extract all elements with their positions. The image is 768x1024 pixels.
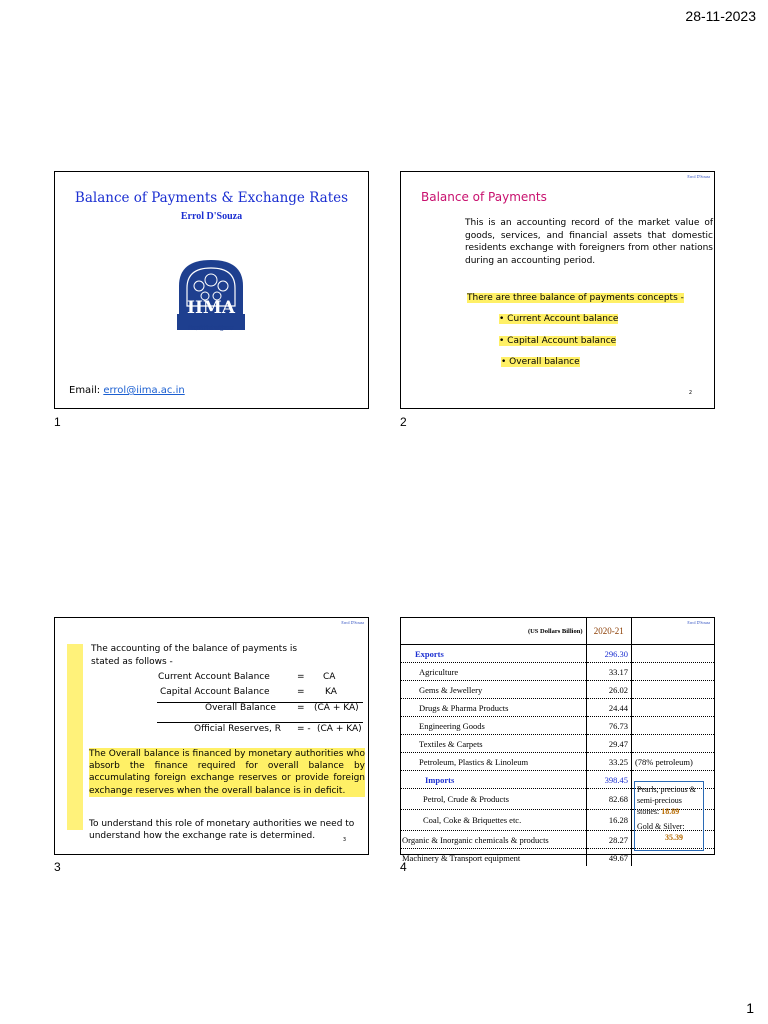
row-value: 33.17: [586, 663, 631, 681]
row-label: Exports: [401, 645, 586, 663]
row-label: Organic & Inorganic chemicals & products: [401, 831, 586, 849]
page-number: 1: [746, 1000, 754, 1016]
eq-capital-value: KA: [325, 687, 337, 697]
print-date: 28-11-2023: [685, 8, 756, 24]
row-note: (78% petroleum): [631, 753, 714, 771]
slide-number-1: 1: [54, 415, 61, 429]
header-label: (US Dollars Billion): [401, 618, 586, 645]
table-row: [401, 663, 714, 681]
eq-reserves-sign: = -: [297, 724, 311, 734]
slide-title: Balance of Payments & Exchange Rates: [74, 190, 349, 206]
slide-number-2: 2: [400, 415, 407, 429]
side-note-value-1: 18.89: [661, 807, 680, 816]
row-label: Imports: [401, 771, 586, 789]
logo-text: IIMA: [187, 298, 235, 318]
definition-text: This is an accounting record of the market value of goods, services, and financial assets that domestic residents exchange with foreigners from other nations during an accounting period.: [465, 218, 713, 266]
author-tag: Errol D'Souza: [687, 620, 710, 625]
side-note-line-2: Gold & Silver:: [637, 822, 685, 831]
slide-1: [54, 171, 369, 409]
row-label: Coal, Coke & Briquettes etc.: [401, 810, 586, 831]
eq-current-sign: =: [297, 672, 305, 682]
intro-line-2: stated as follows -: [91, 657, 173, 667]
header-year: 2020-21: [586, 618, 631, 645]
financing-paragraph: The Overall balance is financed by monetary authorities who absorb the finance required for overall balance by accumulating foreign exchange reserves or provide foreign exchange reserves when the overall balance is in deficit.: [89, 749, 365, 796]
row-label: Gems & Jewellery: [401, 681, 586, 699]
slide-3: [54, 617, 369, 855]
eq-capital-label: Capital Account Balance: [160, 687, 270, 697]
table-header-row: [401, 618, 714, 645]
eq-overall-sign: =: [297, 703, 305, 713]
bullet-capital-account: • Capital Account balance: [499, 336, 617, 346]
side-note-line-1: Pearls, precious & semi-precious stones: 18.89: [637, 785, 696, 816]
row-value: 28.27: [586, 831, 631, 849]
intro-line-1: The accounting of the balance of payments is: [91, 644, 298, 654]
table-row: [401, 645, 714, 663]
table-row: [401, 717, 714, 735]
eq-overall-value: (CA + KA): [314, 703, 359, 713]
highlight-band: [67, 644, 83, 830]
email-line: [69, 385, 185, 396]
row-value: 49.67: [586, 849, 631, 867]
row-label: Petrol, Crude & Products: [401, 789, 586, 810]
row-value: 398.45: [586, 771, 631, 789]
iima-logo: [177, 256, 245, 336]
rule-2: [157, 722, 363, 723]
row-value: 82.68: [586, 789, 631, 810]
slide-page-number: 3: [342, 837, 346, 843]
logo-motto: विद्याविनियोगाद्विकास: [188, 325, 234, 332]
understanding-paragraph: To understand this role of monetary authorities we need to understand how the exchange rate is determined.: [89, 819, 355, 842]
author-tag: Errol D'Souza: [341, 620, 364, 625]
eq-current-value: CA: [323, 672, 336, 682]
eq-reserves-value: (CA + KA): [317, 724, 362, 734]
row-value: 29.47: [586, 735, 631, 753]
side-note-box: [634, 781, 704, 851]
eq-current-label: Current Account Balance: [158, 672, 270, 682]
slide-title: Balance of Payments: [421, 190, 547, 204]
table-row: [401, 735, 714, 753]
side-note-value-2: 35.39: [665, 833, 683, 842]
slide-page-number: 2: [688, 390, 692, 396]
row-value: 296.30: [586, 645, 631, 663]
eq-capital-sign: =: [297, 687, 305, 697]
row-label: Petroleum, Plastics & Linoleum: [401, 753, 586, 771]
row-value: 24.44: [586, 699, 631, 717]
row-label: Agriculture: [401, 663, 586, 681]
row-label: Machinery & Transport equipment: [401, 849, 586, 867]
slide-number-4: 4: [400, 860, 407, 874]
table-row: [401, 681, 714, 699]
table-row: [401, 753, 714, 771]
slide-2: [400, 171, 715, 409]
row-value: 16.28: [586, 810, 631, 831]
eq-reserves-label: Official Reserves, R: [194, 724, 281, 734]
table-row: [401, 699, 714, 717]
email-link[interactable]: errol@iima.ac.in: [103, 385, 185, 396]
email-label: Email:: [69, 385, 101, 396]
bullet-current-account: • Current Account balance: [499, 314, 619, 324]
row-label: Drugs & Pharma Products: [401, 699, 586, 717]
author-tag: Errol D'Souza: [687, 174, 710, 179]
slide-4: [400, 617, 715, 863]
concepts-intro: There are three balance of payments concepts -: [467, 293, 684, 303]
author-name: Errol D'Souza: [180, 211, 243, 222]
slide-number-3: 3: [54, 860, 61, 874]
row-label: Engineering Goods: [401, 717, 586, 735]
eq-overall-label: Overall Balance: [205, 703, 276, 713]
row-value: 26.02: [586, 681, 631, 699]
row-value: 33.25: [586, 753, 631, 771]
table-row: [401, 849, 714, 867]
row-label: Textiles & Carpets: [401, 735, 586, 753]
row-value: 76.73: [586, 717, 631, 735]
bullet-overall-balance: • Overall balance: [501, 357, 580, 367]
